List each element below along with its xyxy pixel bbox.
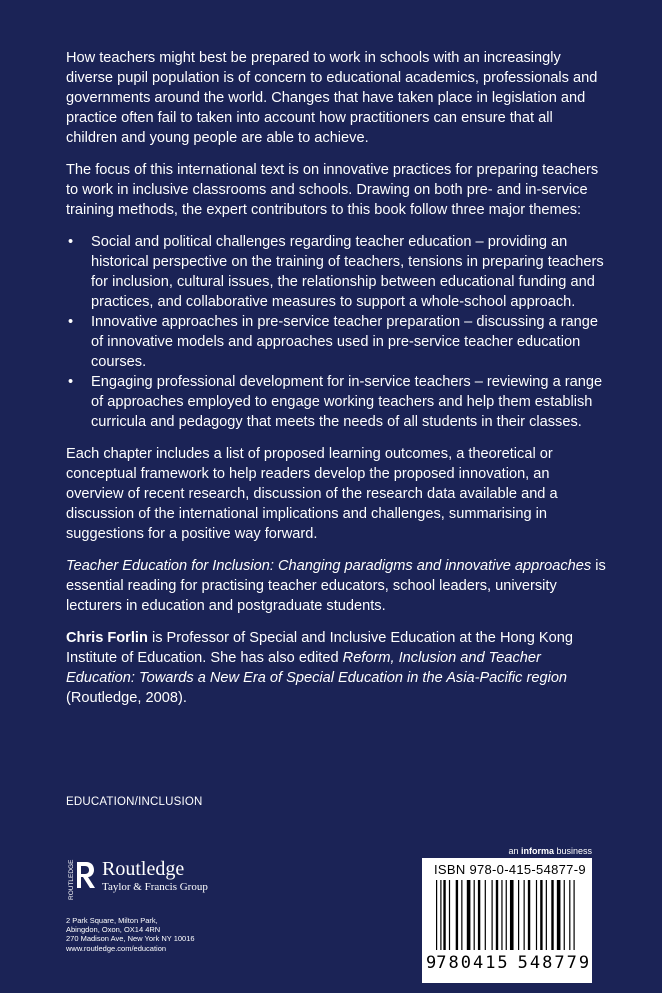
chapter-paragraph: Each chapter includes a list of proposed learning outcomes, a theoretical or conceptual framework to help readers develop the proposed innovation, an overview of recent research, discussion of the research data available and a discussion of the international implications and challenges, summarising in suggestions for a positive way forward. <box>66 446 558 542</box>
barcode-bars <box>434 880 582 950</box>
barcode-bar <box>524 880 525 950</box>
barcode-bar <box>510 880 514 950</box>
barcode-bar <box>557 880 561 950</box>
focus-paragraph: The focus of this international text is on innovative practices for preparing teachers to work in inclusive classrooms and schools. Drawing on both pre- and in-service training methods, the expert contributors to this book follow three major themes: <box>66 162 599 218</box>
isbn-label: ISBN 978-0-415-54877-9 <box>434 862 586 877</box>
bullet-icon: • <box>68 374 74 390</box>
barcode-bar <box>478 880 480 950</box>
barcode-bar <box>551 880 553 950</box>
barcode-bar <box>485 880 486 950</box>
barcode-bar <box>569 880 570 950</box>
author-bio <box>66 628 606 708</box>
barcode-bar <box>496 880 498 950</box>
routledge-logo-icon <box>66 858 96 900</box>
bullet-icon: • <box>68 314 74 330</box>
subject-category: EDUCATION/INCLUSION <box>66 796 203 808</box>
publisher-website: www.routledge.com/education <box>66 943 167 953</box>
edited-book-title: Reform, Inclusion and Teacher Education: Towards a New Era of Special Education in the Asia-Pacific region <box>66 650 568 686</box>
barcode-bar <box>546 880 547 950</box>
theme-text: Innovative approaches in pre-service teacher preparation – discussing a range of innovative models and approaches used in pre-service teacher education courses. <box>91 314 599 370</box>
routledge-vertical-text: ROUTLEDGE <box>68 859 75 900</box>
isbn-barcode <box>422 858 592 983</box>
audience-paragraph <box>66 556 606 616</box>
barcode-bar <box>436 880 437 950</box>
barcode-bar <box>443 880 445 950</box>
intro-paragraph: How teachers might best be prepared to work in schools with an increasingly diverse pupil population is of concern to educational academics, professionals and governments around the world. Changes that have taken place in legislation and practice often fail to taken into account how practitioners can ensure that all children and young people are able to achieve. <box>66 50 598 146</box>
barcode-bar <box>456 880 458 950</box>
address-line: 2 Park Square, Milton Park, <box>66 916 158 925</box>
theme-item <box>66 372 606 432</box>
barcode-bar <box>540 880 542 950</box>
informa-brand: informa <box>520 846 554 856</box>
informa-suffix: business <box>553 846 592 856</box>
bio-text: is Professor of Special and Inclusive Education at the Hong Kong Institute of Education. She has also edited <box>66 630 573 666</box>
publisher-block <box>66 858 208 953</box>
back-cover-text <box>66 48 606 720</box>
bullet-icon: • <box>68 234 74 250</box>
address-line: Abingdon, Oxon, OX14 4RN <box>66 925 161 935</box>
barcode-bar <box>474 880 475 950</box>
author-name: Chris Forlin <box>66 630 148 646</box>
publisher-group: Taylor & Francis Group <box>102 881 208 893</box>
barcode-bar <box>461 880 462 950</box>
barcode-group-right: 548779 <box>517 953 592 973</box>
barcode-bar <box>574 880 575 950</box>
barcode-bar <box>492 880 493 950</box>
barcode-bar <box>449 880 450 950</box>
barcode-first-digit: 9 <box>426 953 437 973</box>
barcode-digits <box>426 953 590 973</box>
themes-list <box>66 232 606 432</box>
barcode-bar <box>536 880 537 950</box>
theme-item <box>66 232 606 312</box>
barcode-bar <box>501 880 502 950</box>
publisher-name: Routledge <box>102 858 185 880</box>
barcode-bar <box>518 880 519 950</box>
address-line: 270 Madison Ave, New York NY 10016 <box>66 934 195 944</box>
barcode-bar <box>506 880 507 950</box>
informa-prefix: an <box>508 846 521 856</box>
theme-text: Engaging professional development for in-service teachers – reviewing a range of approaches employed to engage working teachers and help them establish curricula and pedagogy that meets the needs of all students in their classes. <box>91 374 603 430</box>
barcode-bar <box>467 880 471 950</box>
book-title: Teacher Education for Inclusion: Changing paradigms and innovative approaches <box>66 558 592 574</box>
barcode-bar <box>440 880 441 950</box>
barcode-bar <box>564 880 565 950</box>
publisher-address <box>66 916 208 953</box>
bio-citation: (Routledge, 2008). <box>66 690 187 706</box>
audience-text: is essential reading for practising teacher educators, school leaders, university lecturers in education and postgraduate students. <box>66 558 606 614</box>
theme-text: Social and political challenges regarding teacher education – providing an historical perspective on the training of teachers, tensions in preparing teachers for inclusion, cultural issues, the relationship between educational funding and practices, and collaborative measures to support a whole-school approach. <box>91 234 604 310</box>
theme-item <box>66 312 606 372</box>
barcode-bar <box>528 880 530 950</box>
informa-business-label <box>508 846 592 856</box>
barcode-group-left: 780415 <box>436 953 510 973</box>
